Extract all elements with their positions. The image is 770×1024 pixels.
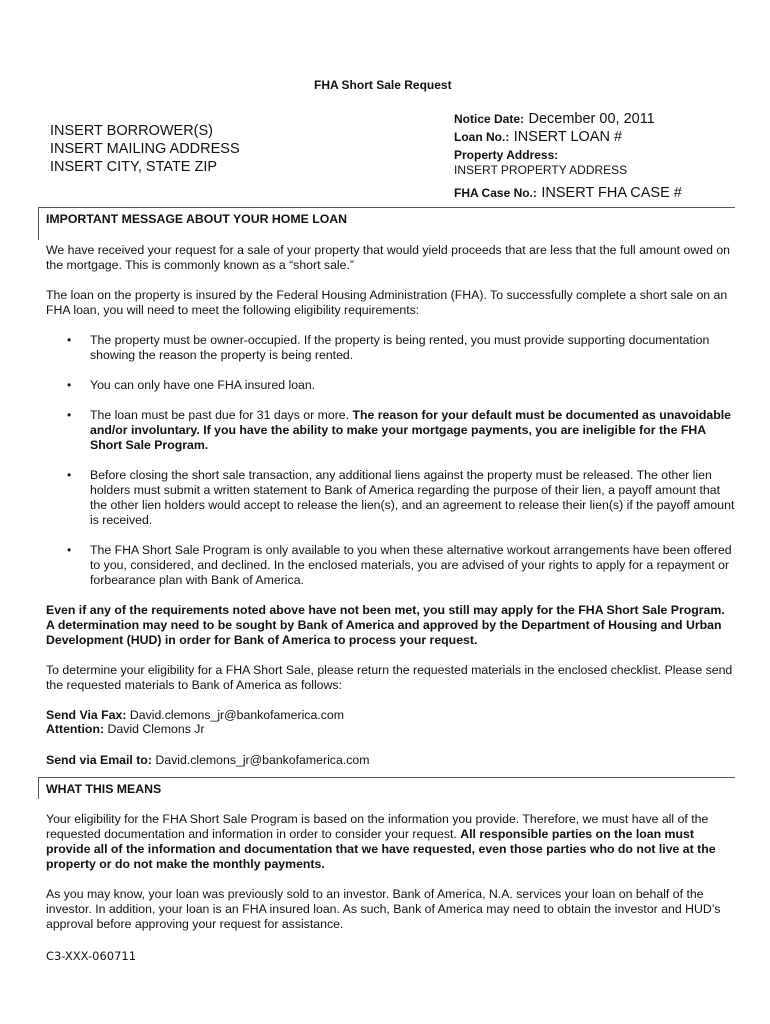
attention-line — [46, 722, 205, 737]
borrower-mailing-address: INSERT MAILING ADDRESS — [50, 141, 240, 157]
borrower-name: INSERT BORROWER(S) — [50, 123, 214, 139]
investor-paragraph: As you may know, your loan was previously sold to an investor. Bank of America, N.A. services your loan on behalf of the investor. In addition, your loan is an FHA insured loan. As such, Bank of America may need to obtain the investor and HUD’s approval before approving your request for assistance. — [46, 887, 721, 931]
fha-case-label: FHA Case No.: — [454, 186, 537, 200]
intro-paragraph: We have received your request for a sale of your property that would yield proceeds that are less that the full amount owed on the mortgage. This is commonly known as a “short sale.” — [46, 243, 731, 272]
fax-value[interactable]: David.clemons_jr@bankofamerica.com — [129, 708, 344, 722]
section-heading-what-this-means: WHAT THIS MEANS — [46, 782, 162, 796]
bold-notice-paragraph: Even if any of the requirements noted above have not been met, you still may apply for the FHA Short Sale Program. A determination may need to be sought by Bank of America and approved by the Department of Housing and Urban Development (HUD) in order for Bank of America to process your request. — [46, 603, 725, 647]
bullet-icon: • — [67, 333, 72, 347]
eligibility-paragraph-text: Your eligibility for the FHA Short Sale Program is based on the information you provide. Therefore, we must have all of the requested documentation and information in order to consider your request. — [46, 812, 709, 841]
eligibility-intro-paragraph: The loan on the property is insured by the Federal Housing Administration (FHA). To successfully complete a short sale on an FHA loan, you will need to meet the following eligibility requirements: — [46, 288, 728, 317]
section-heading-important: IMPORTANT MESSAGE ABOUT YOUR HOME LOAN — [46, 212, 348, 226]
loan-no-label: Loan No.: — [454, 130, 510, 144]
document-code: C3-XXX-060711 — [46, 949, 137, 963]
property-address-value: INSERT PROPERTY ADDRESS — [454, 163, 628, 177]
section-rule-top — [38, 207, 735, 208]
attention-label: Attention: — [46, 722, 105, 736]
bullet-icon: • — [67, 543, 72, 557]
email-value[interactable]: David.clemons_jr@bankofamerica.com — [155, 753, 370, 767]
email-line — [46, 753, 369, 768]
list-item-text: You can only have one FHA insured loan. — [90, 378, 316, 392]
email-label: Send via Email to: — [46, 753, 152, 767]
notice-date-label: Notice Date: — [454, 112, 525, 126]
bullet-icon: • — [67, 378, 72, 392]
list-item — [46, 333, 736, 363]
fax-label: Send Via Fax: — [46, 708, 127, 722]
list-item — [46, 408, 736, 453]
fha-case-value: INSERT FHA CASE # — [541, 185, 682, 201]
borrower-address — [50, 122, 240, 176]
notice-info — [454, 110, 682, 202]
list-item-text: The FHA Short Sale Program is only available to you when these alternative workout arrangements have been offered to you, considered, and declined. In the enclosed materials, you are advised of your rights to apply for a repayment or forbearance plan with Bank of America. — [90, 543, 732, 587]
list-item-bold-text: The reason for your default must be documented as unavoidable and/or involuntary. If you have the ability to make your mortgage payments, you are ineligible for the FHA Short Sale Program. — [90, 408, 732, 452]
section-rule-top-2 — [38, 777, 735, 778]
fax-line — [46, 708, 344, 723]
list-item — [46, 543, 736, 588]
section-rule-left-2 — [38, 777, 39, 799]
eligibility-paragraph — [46, 812, 736, 872]
list-item-text: The loan must be past due for 31 days or more. — [90, 408, 353, 422]
bullet-icon: • — [67, 408, 72, 422]
list-item-text: Before closing the short sale transaction, any additional liens against the property must be released. The other lien holders must submit a written statement to Bank of America regarding the purpose of their lien, a payoff amount that the other lien holders would accept to release the lien(s), and an agreement to release their lien(s) if the payoff amount is received. — [90, 468, 735, 527]
page-title: FHA Short Sale Request — [314, 78, 452, 92]
property-address-label: Property Address: — [454, 148, 559, 162]
instructions-paragraph: To determine your eligibility for a FHA Short Sale, please return the requested materials in the enclosed checklist. Please send the requested materials to Bank of America as follows: — [46, 663, 733, 692]
list-item-text: The property must be owner-occupied. If the property is being rented, you must provide supporting documentation showing the reason the property is being rented. — [90, 333, 710, 362]
notice-date-value: December 00, 2011 — [528, 111, 655, 127]
attention-value: David Clemons Jr — [107, 722, 205, 736]
section-rule-left — [38, 207, 39, 240]
requirements-list — [46, 333, 736, 588]
borrower-city-state-zip: INSERT CITY, STATE ZIP — [50, 159, 218, 175]
eligibility-paragraph-bold: All responsible parties on the loan must provide all of the information and documentation that we have requested, even those parties who do not live at the property or do not make the monthly payments. — [46, 827, 716, 871]
list-item — [46, 468, 736, 528]
list-item — [46, 378, 736, 393]
loan-no-value: INSERT LOAN # — [513, 129, 623, 145]
bullet-icon: • — [67, 468, 72, 482]
